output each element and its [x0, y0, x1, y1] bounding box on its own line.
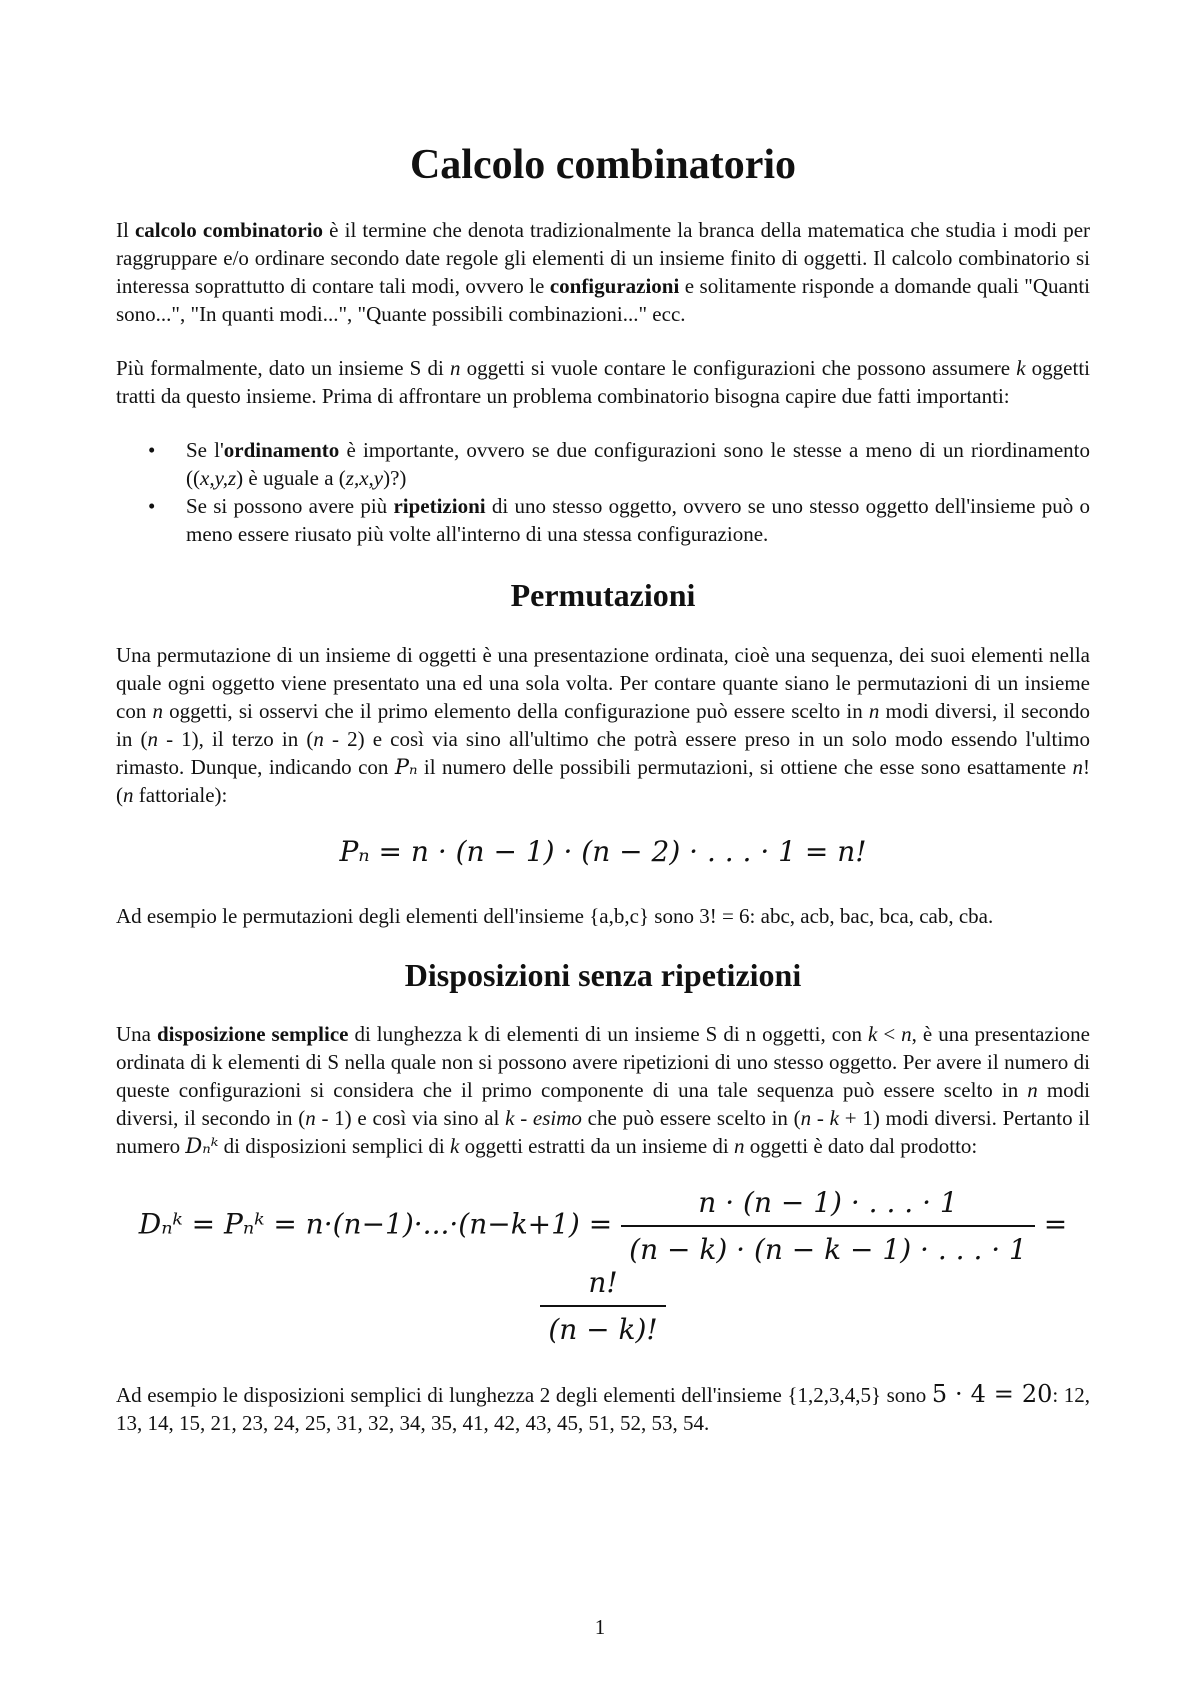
disposizioni-paragraph: Una disposizione semplice di lunghezza k di elementi di un insieme S di n oggetti, con k < n, è una presentazione ordinata di k elementi di S nella quale non si possono avere ripetizioni di uno stesso oggetto. Per avere il numero di queste configurazioni si considera che il primo componente di una tale sequenza può essere scelto in n modi diversi, il secondo in (n - 1) e così via sino al k - esimo che può essere scelto in (n - k + 1) modi diversi. Pertanto il numero Dₙᵏ di disposizioni semplici di k oggetti estratti da un insieme di n oggetti è dato dal prodotto: [116, 1022, 1091, 1159]
inline-math: 5 · 4 = 20 [931, 1380, 1053, 1409]
bullet-list [116, 436, 1090, 548]
disposition-formula: Dₙᵏ = Pₙᵏ = n·(n−1)·...·(n−k+1) = $\frac{n \cdot (n - 1) \cdot . . . \cdot 1}{(n - k) \cdot (n - k - 1) \cdot . . . \cdot 1}$ = $\frac{n!}{(n - k)!}$ [138, 1186, 1068, 1347]
bold-term: configurazioni [549, 274, 680, 299]
inline-math: Dₙᵏ [185, 1134, 219, 1159]
section-heading-disposizioni: Disposizioni senza ripetizioni [404, 956, 802, 993]
section-heading-permutazioni: Permutazioni [510, 577, 696, 614]
permutazioni-example: Ad esempio le permutazioni degli elementi dell'insieme {a,b,c} sono 3! = 6: abc, acb, bac, bca, cab, cba. [116, 903, 994, 928]
intro-paragraph-1: Il calcolo combinatorio è il termine che denota tradizionalmente la branca della matematica che studia i modi per raggruppare e/o ordinare secondo date regole gli elementi di un insieme finito di oggetti. Il calcolo combinatorio si interessa soprattutto di contare tali modi, ovvero le configurazioni e solitamente risponde a domande quali "Quanti sono...", "In quanti modi...", "Quante possibili combinazioni..." ecc. [116, 218, 1091, 327]
intro-paragraph-2: Più formalmente, dato un insieme S di n oggetti si vuole contare le configurazioni che possono assumere k oggetti tratti da questo insieme. Prima di affrontare un problema combinatorio bisogna capire due fatti importanti: [116, 356, 1090, 409]
bold-term: calcolo combinatorio [134, 218, 324, 243]
permutation-formula: Pₙ = n · (n − 1) · (n − 2) · . . . · 1 = n! [339, 834, 867, 868]
document-content [116, 140, 1090, 1463]
list-item: • Se si possono avere più ripetizioni di uno stesso oggetto, ovvero se uno stesso oggetto dell'insieme può o meno essere riusato più volte all'interno di una stessa configurazione. [186, 492, 1090, 548]
page-number: 1 [594, 1615, 606, 1639]
page-title: Calcolo combinatorio [409, 142, 797, 188]
fraction: $\frac{n!}{(n - k)!}$ [540, 1266, 665, 1346]
permutazioni-paragraph: Una permutazione di un insieme di oggetti è una presentazione ordinata, cioè una sequenza, dei suoi elementi nella quale ogni oggetto viene presentato una ed una sola volta. Per contare quante siano le permutazioni di un insieme con n oggetti, si osservi che il primo elemento della configurazione può essere scelto in n modi diversi, il secondo in (n - 1), il terzo in (n - 2) e così via sino all'ultimo che potrà essere preso in un solo modo essendo l'ultimo rimasto. Dunque, indicando con Pₙ il numero delle possibili permutazioni, si ottiene che esse sono esattamente n! (n fattoriale): [116, 642, 1091, 807]
list-item: • Se l'ordinamento è importante, ovvero se due configurazioni sono le stesse a meno di un riordinamento ((x,y,z) è uguale a (z,x,y)?) [186, 436, 1090, 492]
fraction: $\frac{n \cdot (n - 1) \cdot . . . \cdot 1}{(n - k) \cdot (n - k - 1) \cdot . . . \cdot 1}$ [621, 1186, 1035, 1266]
inline-math: Pₙ [394, 754, 418, 779]
disposizioni-example: Ad esempio le disposizioni semplici di lunghezza 2 degli elementi dell'insieme {1,2,3,4,5} sono 5 · 4 = 20: 12, 13, 14, 15, 21, 23, 24, 25, 31, 32, 34, 35, 41, 42, 43, 45, 51, 52, 53, 54. [116, 1380, 1090, 1436]
